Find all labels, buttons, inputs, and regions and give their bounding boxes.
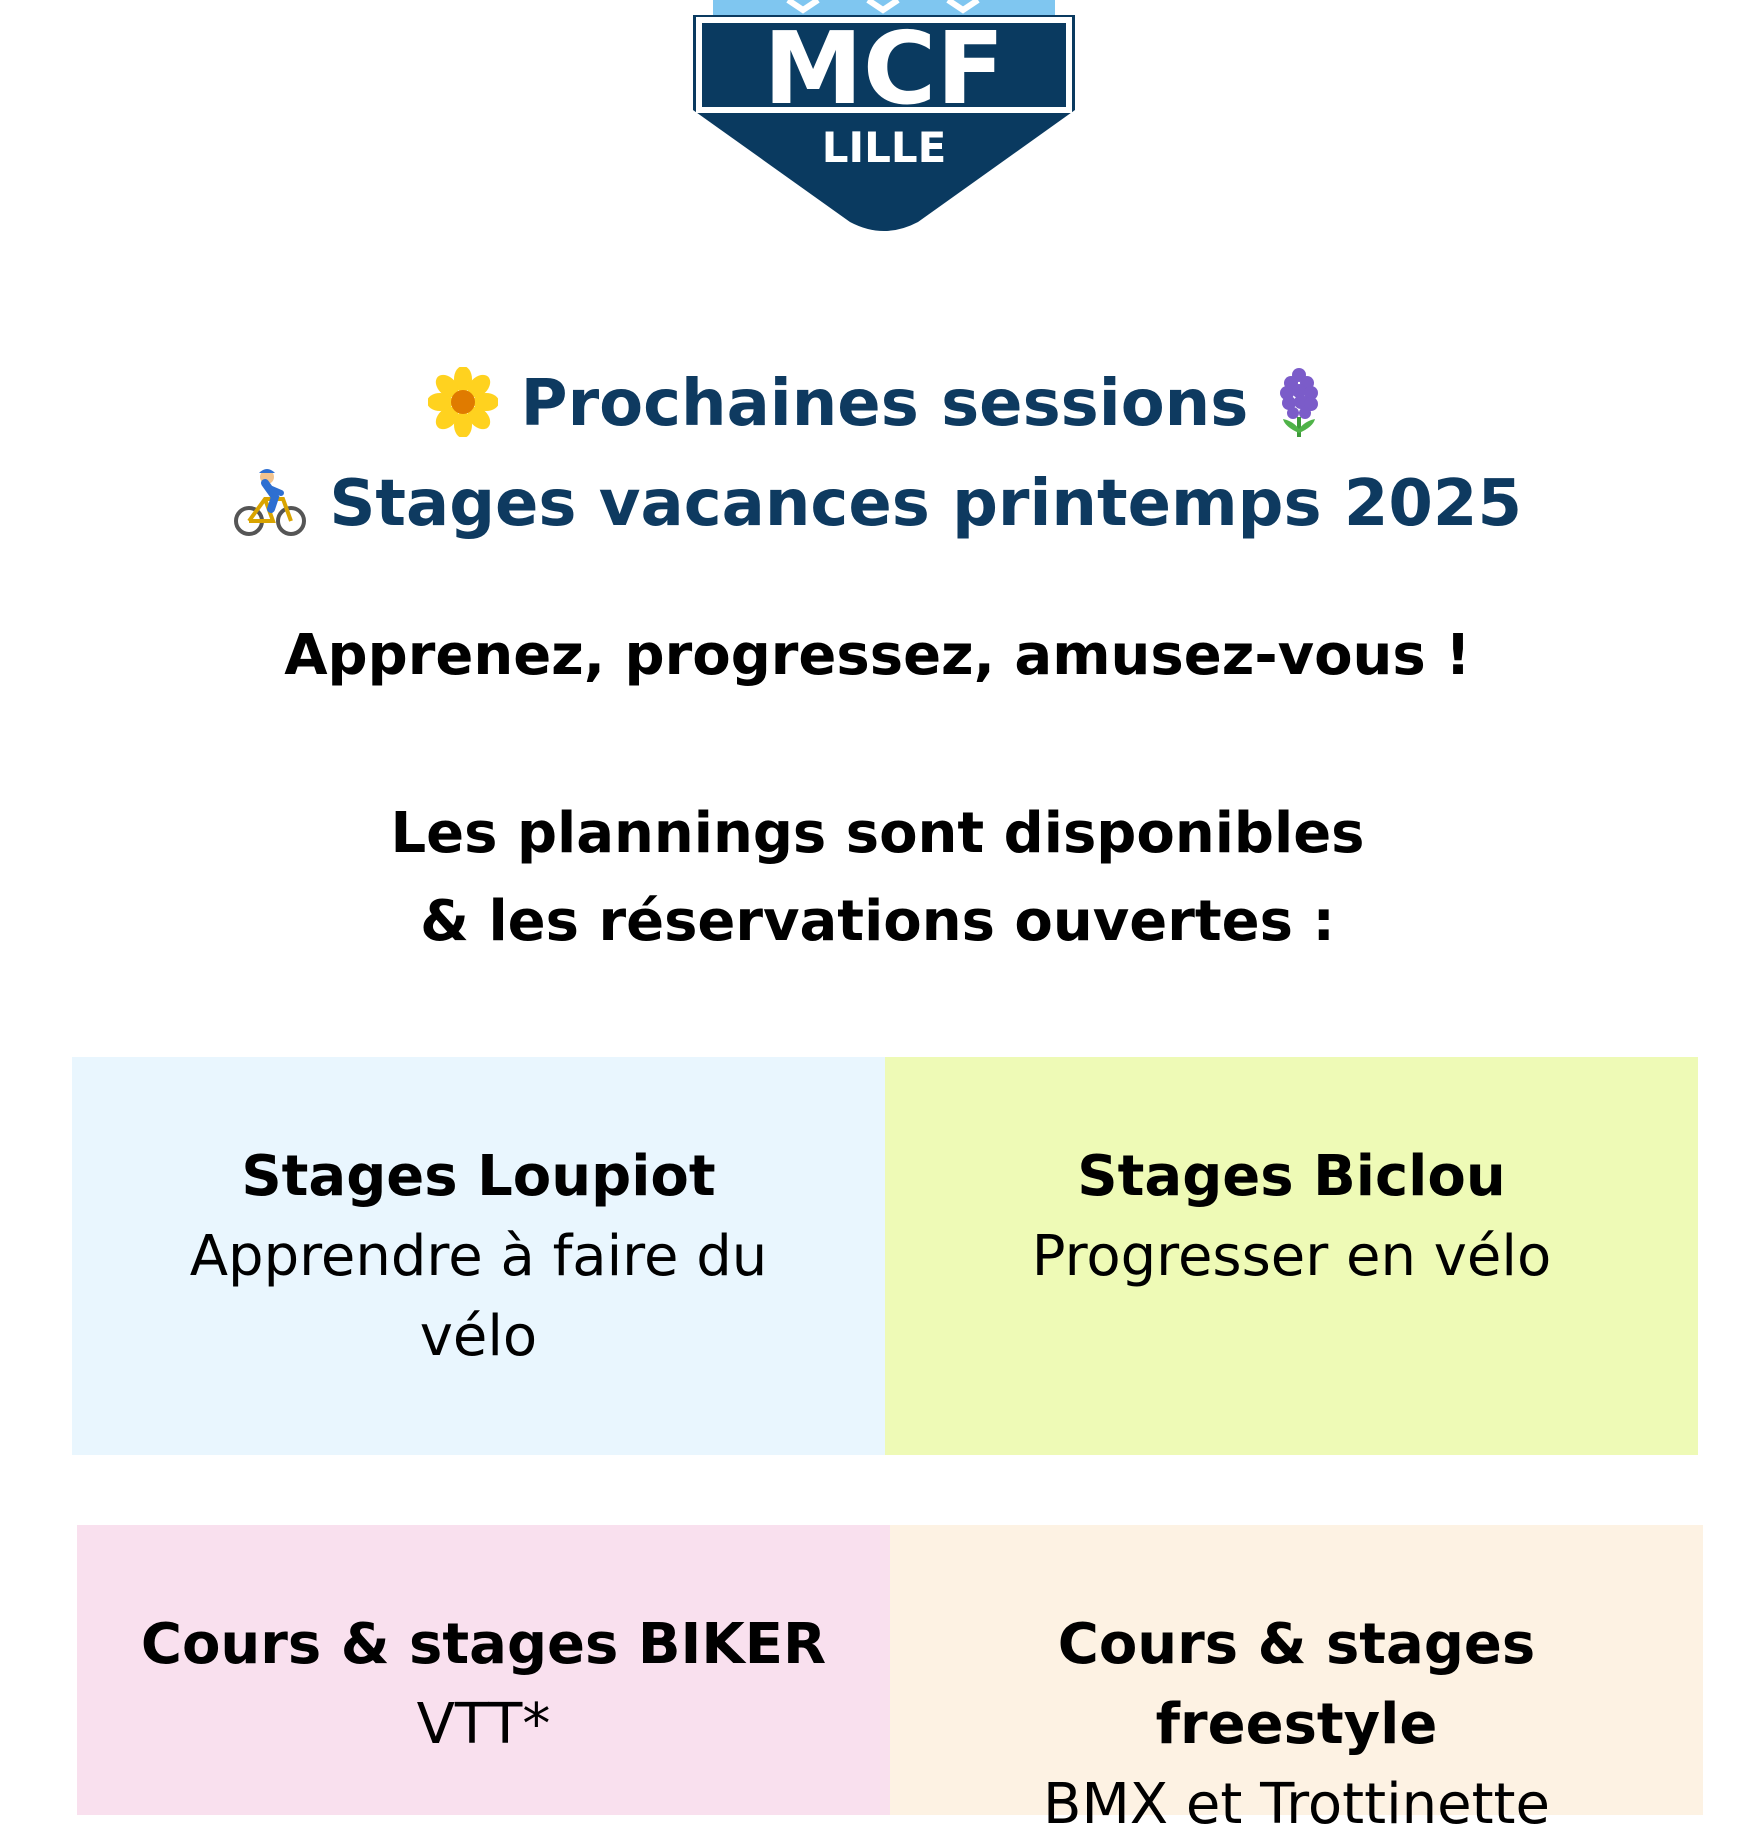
hyacinth-icon bbox=[1271, 367, 1327, 437]
logo-brand-text: MCF bbox=[763, 10, 1005, 127]
headline-title: Prochaines sessions bbox=[520, 367, 1249, 441]
card-title: Cours & stages BIKER bbox=[140, 1612, 827, 1677]
card-title: Cours & stages freestyle bbox=[1057, 1612, 1536, 1757]
card-cours-freestyle[interactable] bbox=[890, 1525, 1703, 1837]
planning-line1: Les plannings sont disponibles bbox=[390, 801, 1365, 866]
headline-line2 bbox=[0, 454, 1755, 554]
card-subtitle: Apprendre à faire du vélo bbox=[189, 1224, 768, 1369]
flower-icon bbox=[428, 367, 498, 437]
card-stages-biclou[interactable] bbox=[885, 1057, 1698, 1455]
planning-announcement bbox=[0, 790, 1755, 966]
card-cours-biker[interactable] bbox=[77, 1525, 890, 1815]
card-subtitle: Progresser en vélo bbox=[1031, 1224, 1552, 1289]
card-title: Stages Biclou bbox=[1077, 1144, 1506, 1209]
cyclist-icon bbox=[233, 467, 307, 537]
mcf-lille-logo bbox=[693, 0, 1075, 232]
headline-subtitle: Stages vacances printemps 2025 bbox=[329, 467, 1522, 541]
card-subtitle: BMX et Trottinette bbox=[1043, 1772, 1550, 1837]
planning-line2: & les réservations ouvertes : bbox=[420, 889, 1335, 954]
card-stages-loupiot[interactable] bbox=[72, 1057, 885, 1455]
logo-city-text: LILLE bbox=[821, 123, 947, 172]
headline-line1 bbox=[0, 354, 1755, 454]
card-subtitle: VTT* bbox=[416, 1692, 551, 1757]
tagline: Apprenez, progressez, amusez-vous ! bbox=[284, 623, 1471, 688]
card-title: Stages Loupiot bbox=[241, 1144, 716, 1209]
